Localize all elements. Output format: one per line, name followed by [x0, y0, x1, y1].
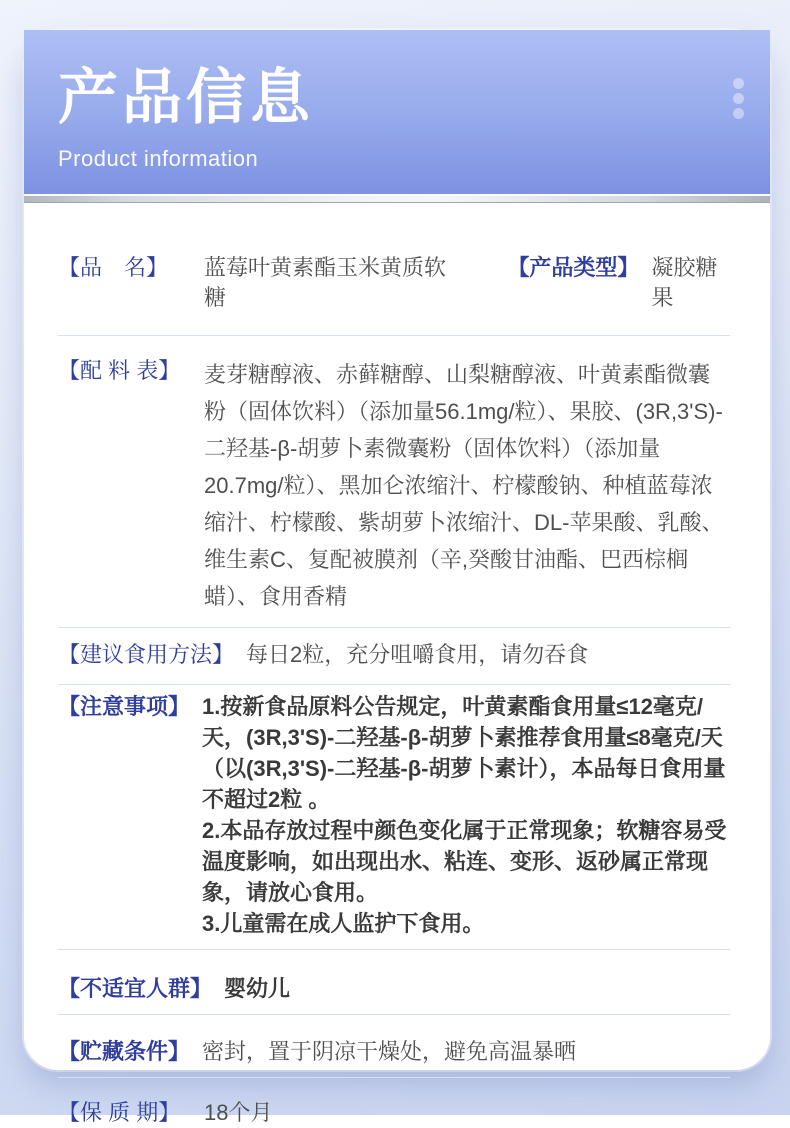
- field-storage-label: 【贮藏条件】: [58, 1039, 191, 1064]
- field-usage-label: 【建议食用方法】: [58, 642, 235, 667]
- field-row-shelf-life: [58, 1098, 730, 1128]
- notes-item-2: 2.本品存放过程中颜色变化属于正常现象；软糖容易受温度影响，如出现出水、粘连、变形、返砂属正常现象，请放心食用。: [202, 818, 727, 905]
- field-unsuitable-value: 婴幼儿: [224, 976, 291, 1001]
- notes-item-1: 1.按新食品原料公告规定，叶黄素酯食用量≤12毫克/天，(3R,3'S)-二羟基-β-胡萝卜素推荐食用量≤8毫克/天（以(3R,3'S)-二羟基-β-胡萝卜素计），本品每日食用量不超过2粒 。: [202, 694, 726, 812]
- field-notes-value: [202, 691, 730, 939]
- field-row-unsuitable: [58, 974, 730, 1004]
- section-divider: [58, 627, 730, 628]
- field-type-label: 【产品类型】: [507, 255, 640, 280]
- section-divider: [58, 949, 730, 950]
- section-divider: [58, 335, 730, 336]
- field-type-group: [507, 253, 730, 313]
- notes-item-3: 3.儿童需在成人监护下食用。: [202, 911, 485, 936]
- field-type-value: 凝胶糖果: [651, 255, 718, 310]
- page-subtitle: Product information: [58, 146, 259, 171]
- field-ingredients-label: 【配 料 表】: [58, 358, 181, 383]
- section-divider: [58, 684, 730, 685]
- field-shelf-life-label: 【保 质 期】: [58, 1100, 181, 1125]
- product-info-card: [24, 30, 770, 1125]
- field-unsuitable-label: 【不适宜人群】: [58, 976, 213, 1001]
- field-name-label: 【品 名】: [58, 255, 169, 280]
- field-row-notes: [58, 691, 730, 939]
- field-row-usage: [58, 640, 730, 670]
- field-row-storage: [58, 1037, 730, 1067]
- field-shelf-life-value: 18个月: [204, 1100, 273, 1125]
- card-body: [24, 253, 770, 1128]
- section-divider: [58, 1077, 730, 1078]
- field-notes-label: 【注意事项】: [58, 694, 191, 719]
- field-row-name-and-type: [58, 253, 730, 313]
- vertical-dots-icon: [733, 76, 744, 121]
- field-storage-value: 密封，置于阴凉干燥处，避免高温暴晒: [202, 1039, 577, 1064]
- field-usage-value: 每日2粒，充分咀嚼食用，请勿吞食: [246, 642, 589, 667]
- field-ingredients-value: 麦芽糖醇液、赤藓糖醇、山梨糖醇液、叶黄素酯微囊粉（固体饮料）（添加量56.1mg/粒）、果胶、(3R,3'S)-二羟基-β-胡萝卜素微囊粉（固体饮料）（添加量20.7mg/粒）、黑加仑浓缩汁、柠檬酸钠、种植蓝莓浓缩汁、柠檬酸、紫胡萝卜浓缩汁、DL-苹果酸、乳酸、维生素C、复配被膜剂（辛,癸酸甘油酯、巴西棕榈蜡）、食用香精: [204, 362, 724, 609]
- field-name-value: 蓝莓叶黄素酯玉米黄质软糖: [204, 255, 447, 310]
- metal-divider-strip: [24, 194, 770, 203]
- page-title: 产品信息: [58, 64, 314, 131]
- card-header: [24, 30, 770, 194]
- section-divider: [58, 1014, 730, 1015]
- field-row-ingredients: [58, 356, 730, 615]
